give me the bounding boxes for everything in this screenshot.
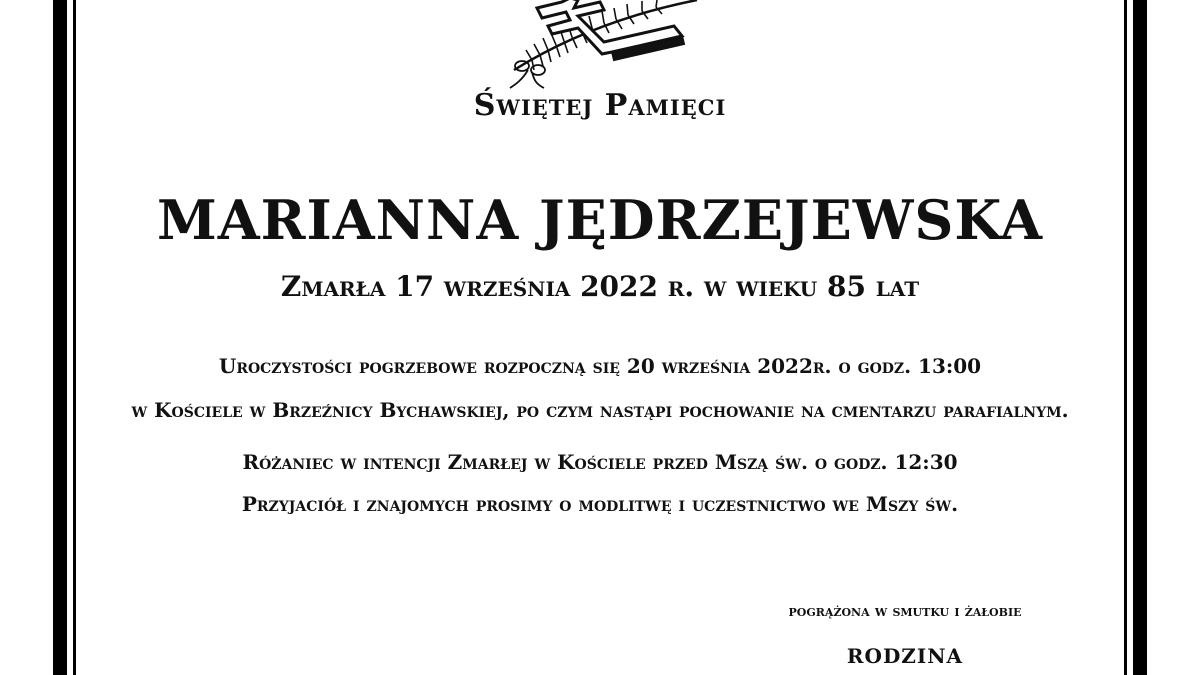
mourning-note: pogrążona w smutku i żałobie — [788, 602, 1022, 620]
funeral-info-line: Różaniec w intencji Zmarłej w Kościele przed Mszą św. o godz. 12:30 — [242, 450, 958, 474]
death-date-line: Zmarła 17 września 2022 r. w wieku 85 lat — [280, 270, 920, 303]
funeral-info-line: Przyjaciół i znajomych prosimy o modlitwę i uczestnictwo we Mszy św. — [241, 492, 959, 516]
funeral-info-line: Uroczystości pogrzebowe rozpoczną się 20 września 2022r. o godz. 13:00 — [218, 354, 982, 378]
deceased-name: MARIANNA JĘDRZEJEWSKA — [156, 188, 1044, 252]
memorial-heading: Świętej Pamięci — [473, 88, 727, 123]
funeral-info-line: w Kościele w Brzeźnicy Bychawskiej, po czym nastąpi pochowanie na cmentarzu parafialnym. — [131, 398, 1069, 422]
family-signature: RODZINA — [846, 644, 964, 668]
cross-with-palm-branch-icon — [492, 0, 702, 92]
